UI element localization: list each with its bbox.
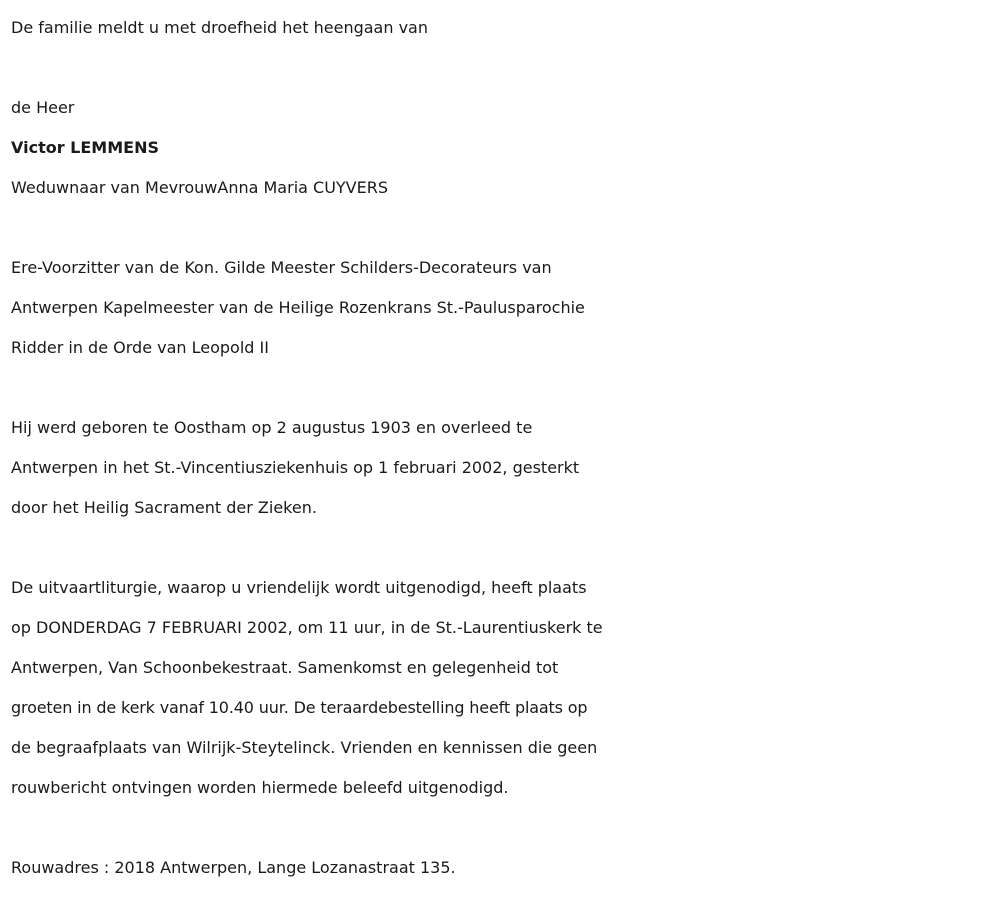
birth-death-line: door het Heilig Sacrament der Zieken. <box>11 498 317 517</box>
funeral-line: De uitvaartliturgie, waarop u vriendelijk wordt uitgenodigd, heeft plaats <box>11 578 587 597</box>
birth-death-line: Hij werd geboren te Oostham op 2 augustus 1903 en overleed te <box>11 418 533 437</box>
honorific: de Heer <box>11 98 75 117</box>
spacer <box>11 528 1000 568</box>
widower-line: Weduwnaar van MevrouwAnna Maria CUYVERS <box>11 178 389 197</box>
deceased-name: Victor LEMMENS <box>11 138 159 157</box>
intro-text: De familie meldt u met droefheid het heengaan van <box>11 18 428 37</box>
mourning-address: Rouwadres : 2018 Antwerpen, Lange Lozanastraat 135. <box>11 858 456 877</box>
funeral-paragraph <box>11 568 1000 808</box>
funeral-line: op DONDERDAG 7 FEBRUARI 2002, om 11 uur, in de St.-Laurentiuskerk te <box>11 618 603 637</box>
spacer <box>11 48 1000 88</box>
spacer <box>11 368 1000 408</box>
honors-line: Ere-Voorzitter van de Kon. Gilde Meester Schilders-Decorateurs van <box>11 258 552 277</box>
honors-line: Antwerpen Kapelmeester van de Heilige Rozenkrans St.-Paulusparochie <box>11 298 585 317</box>
honors-line: Ridder in de Orde van Leopold II <box>11 338 269 357</box>
spacer <box>11 208 1000 248</box>
funeral-line: groeten in de kerk vanaf 10.40 uur. De teraardebestelling heeft plaats op <box>11 698 588 717</box>
birth-death-line: Antwerpen in het St.-Vincentiusziekenhuis op 1 februari 2002, gesterkt <box>11 458 580 477</box>
honors-paragraph <box>11 248 1000 368</box>
birth-death-paragraph <box>11 408 1000 528</box>
funeral-line: de begraafplaats van Wilrijk-Steytelinck. Vrienden en kennissen die geen <box>11 738 598 757</box>
spacer <box>11 808 1000 848</box>
funeral-line: Antwerpen, Van Schoonbekestraat. Samenkomst en gelegenheid tot <box>11 658 559 677</box>
funeral-line: rouwbericht ontvingen worden hiermede beleefd uitgenodigd. <box>11 778 509 797</box>
